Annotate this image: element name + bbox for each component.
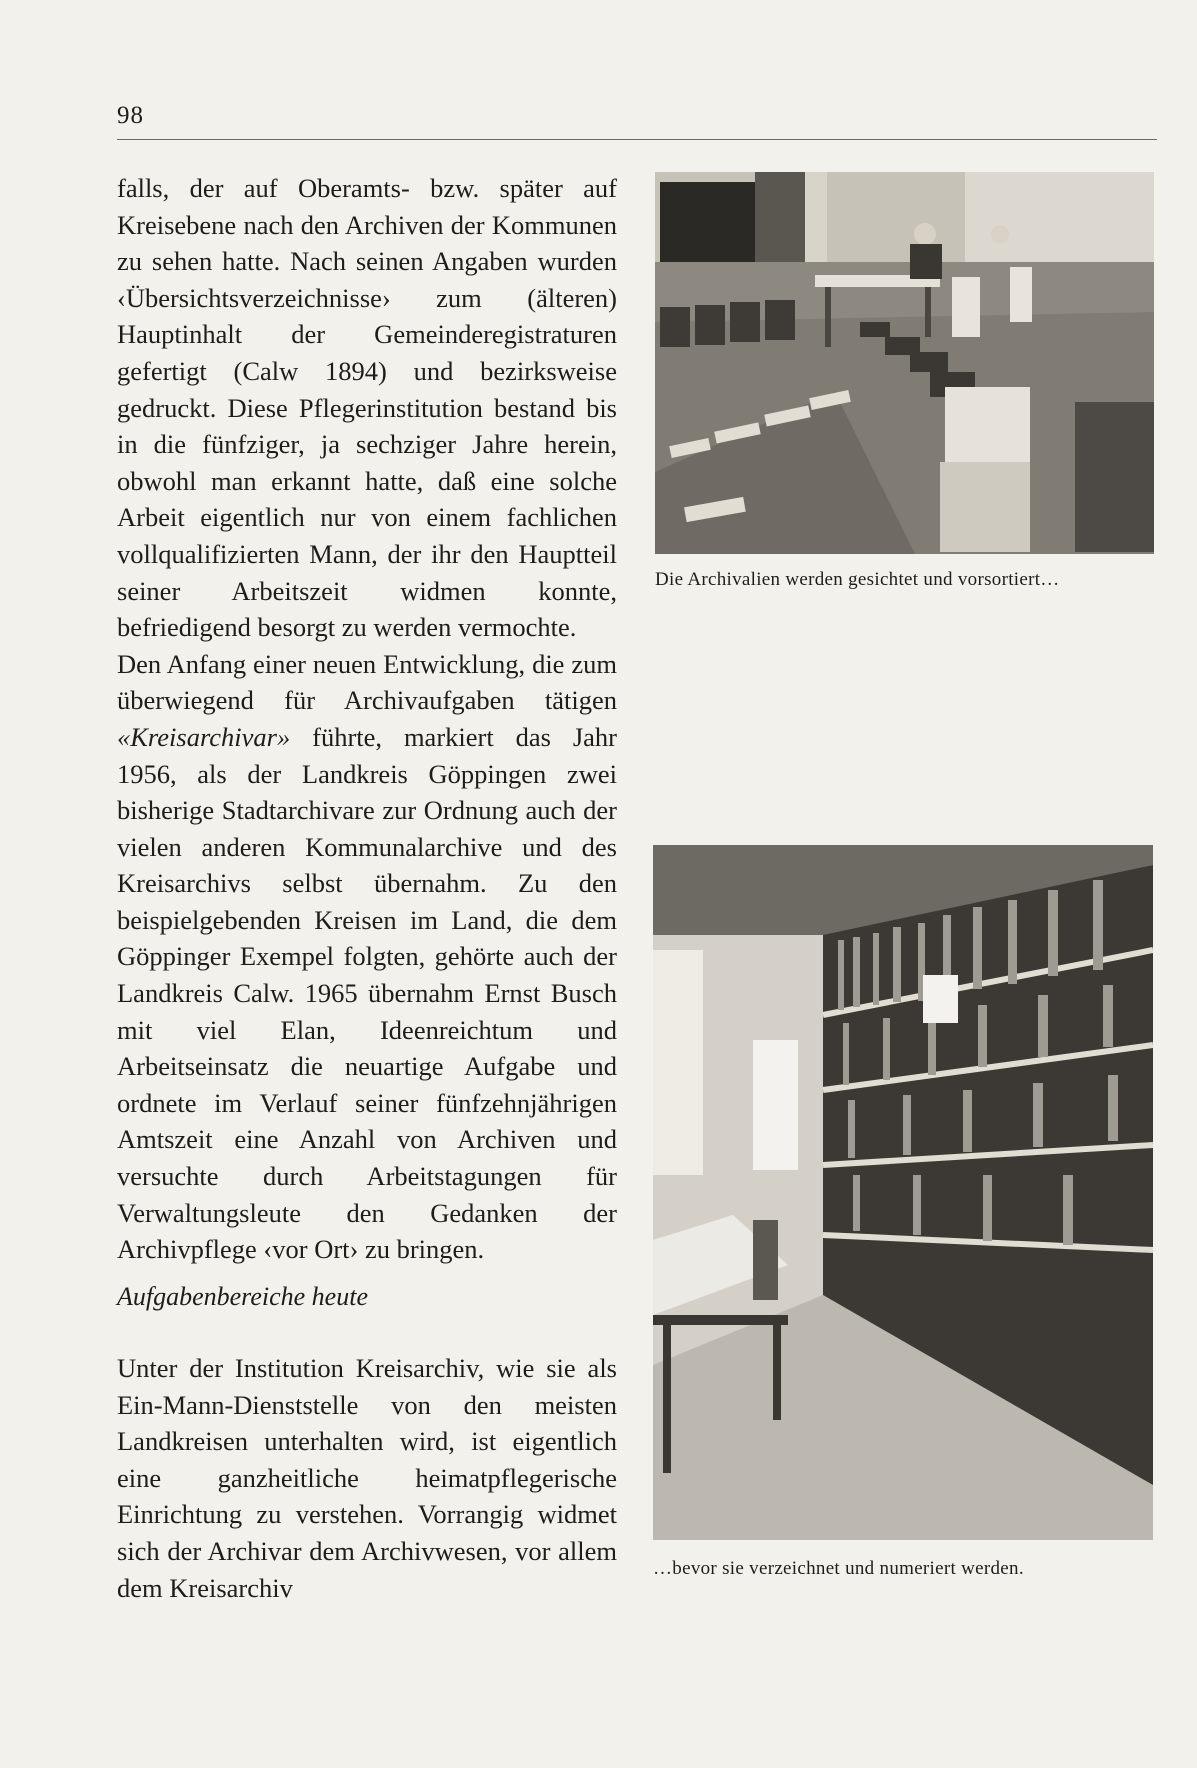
main-text-column: [117, 170, 617, 1268]
caption-photo-1: Die Archivalien werden gesichtet und vorsortiert…: [655, 569, 1060, 590]
caption-photo-2: …bevor sie verzeichnet und numeriert werden.: [653, 1558, 1024, 1579]
paragraph-1: falls, der auf Oberamts- bzw. später auf Kreisebene nach den Archiven der Kommunen zu sehen hatte. Nach seinen Angaben wurden ‹Übersichtsverzeichnisse› zum (älteren) Hauptinhalt der Gemeinderegistraturen gefertigt (Calw 1894) und bezirksweise gedruckt. Diese Pflegerinstitution bestand bis in die fünfziger, ja sechziger Jahre herein, obwohl man erkannt hatte, daß eine solche Arbeit eigentlich nur von einem fachlichen vollqualifizierten Mann, der ihr den Hauptteil seiner Arbeitszeit widmen konnte, befriedigend besorgt zu werden vermochte.: [117, 173, 617, 643]
header-rule: [117, 139, 1157, 140]
term-kreisarchivar: «Kreisarchivar»: [117, 721, 291, 752]
page-number: 98: [117, 102, 144, 129]
photo-archive-shelves: [653, 845, 1153, 1540]
paragraph-2-part-a: Den Anfang einer neuen Entwicklung, die zum überwiegend für Archivaufgaben tätigen: [117, 648, 617, 716]
section-heading: Aufgabenbereiche heute: [117, 1282, 368, 1311]
paragraph-3: Unter der Institution Kreisarchiv, wie sie als Ein-Mann-Dienststelle von den meisten Landkreisen unterhalten wird, ist eigentlich eine ganzheitliche heimatpflegerische Einrichtung zu verstehen. Vorrangig widmet sich der Archivar dem Archivwesen, vor allem dem Kreisarchiv: [117, 1353, 617, 1603]
photo-sorting-archives: [655, 172, 1154, 554]
paragraph-2: [117, 646, 617, 1268]
paragraph-2-part-b: führte, markiert das Jahr 1956, als der Landkreis Göppingen zwei bisherige Stadtarchivare zur Ordnung auch der vielen anderen Kommunalarchive und des Kreisarchivs selbst übernahm. Zu den beispielgebenden Kreisen im Land, die dem Göppinger Exempel folgten, gehörte auch der Landkreis Calw. 1965 übernahm Ernst Busch mit viel Elan, Ideenreichtum und Arbeitseinsatz die neuartige Aufgabe und ordnete im Verlauf seiner fünfzehnjährigen Amtszeit eine Anzahl von Archiven und versuchte durch Arbeitstagungen für Verwaltungsleute den Gedanken der Archivpflege ‹vor Ort› zu bringen.: [117, 721, 617, 1265]
